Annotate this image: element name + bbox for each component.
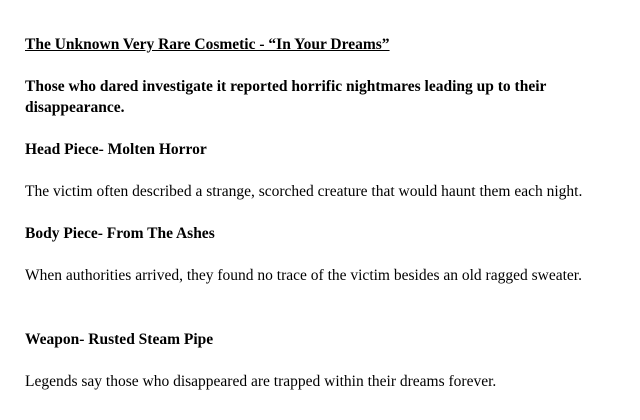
- spacer: [25, 202, 630, 223]
- weapon-text: Legends say those who disappeared are trapped within their dreams forever.: [25, 373, 497, 390]
- weapon-heading: Weapon- Rusted Steam Pipe: [25, 331, 214, 348]
- body-piece-text: When authorities arrived, they found no trace of the victim besides an old ragged sweater.: [25, 267, 582, 284]
- spacer: [25, 350, 630, 371]
- document-title: The Unknown Very Rare Cosmetic - “In Your Dreams”: [25, 36, 390, 53]
- spacer: [25, 118, 630, 139]
- intro-paragraph: Those who dared investigate it reported horrific nightmares leading up to their disappearance.: [25, 78, 547, 116]
- head-piece-text: The victim often described a strange, scorched creature that would haunt them each night.: [25, 183, 583, 200]
- head-piece-heading: Head Piece- Molten Horror: [25, 141, 207, 158]
- document-page: [25, 34, 630, 392]
- spacer: [25, 160, 630, 181]
- spacer: [25, 55, 630, 76]
- spacer: [25, 244, 630, 265]
- spacer: [25, 286, 630, 329]
- body-piece-heading: Body Piece- From The Ashes: [25, 225, 215, 242]
